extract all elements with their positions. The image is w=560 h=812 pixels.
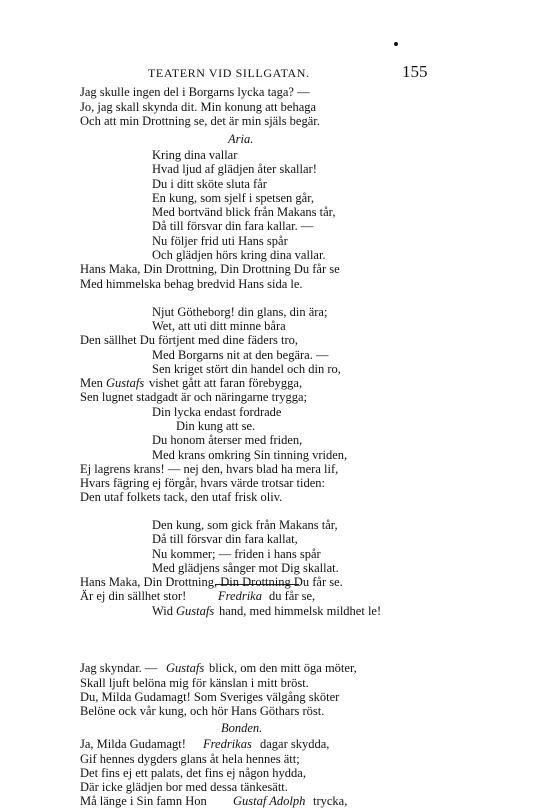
text-line-l44: Där icke glädjen bor med dessa tänkesätt. [80,780,288,794]
text-line-l7: Du i ditt sköte sluta får [152,177,267,191]
text-line-l13: Hans Maka, Din Drottning, Din Drottning Du får se [80,262,340,276]
text-line-l9: Med bortvänd blick från Makans tår, [152,205,336,219]
text-line-l17: Den sällhet Du förtjent med dine fäders tro, [80,333,298,347]
text-line-l19: Sen kriget stört din handel och din ro, [152,362,341,376]
text-line-l1: Jag skulle ingen del i Borgarns lycka taga? — [80,85,310,99]
text-line-l4: Aria. [228,132,254,146]
text-line-l16: Wet, att uti ditt minne båra [152,319,286,333]
text-line-l28: Den utaf folkets tack, den utaf frisk oliv. [80,490,283,504]
text-line-l41b: Fredrikas [203,737,252,751]
text-line-l3: Och att min Drottning se, det är min själs begär. [80,114,320,128]
text-line-l5: Kring dina vallar [152,148,238,162]
text-line-l29: Den kung, som gick från Makans tår, [152,518,338,532]
text-line-l36a: Jag skyndar. — [80,661,158,675]
text-line-l24: Du honom återser med friden, [152,433,303,447]
text-line-l37: Skall ljuft belöna mig för känslan i mitt bröst. [80,676,309,690]
running-header: TEATERN VID SILLGATAN. [148,66,310,80]
text-line-l12: Och glädjen hörs kring dina vallar. [152,248,326,262]
text-line-l42: Gif hennes dygders glans åt hela hennes ätt; [80,752,300,766]
text-line-l36c: blick, om den mitt öga möter, [209,661,357,675]
text-line-l35c: hand, med himmelsk mildhet le! [219,604,382,618]
text-line-l15: Njut Götheborg! din glans, din ära; [152,305,328,319]
ink-dot [394,42,398,46]
text-line-l45b: Gustaf Adolph [233,794,306,808]
text-line-l32: Med glädjens sånger mot Dig skallat. [152,561,339,575]
text-line-l10: Då till försvar din fara kallar. — [152,219,314,233]
text-line-l38: Du, Milda Gudamagt! Som Sveriges välgång sköter [80,690,340,704]
text-line-l39: Belöne ock vår kung, och hör Hans Göthars röst. [80,704,325,718]
text-line-l26: Ej lagrens krans! — nej den, hvars blad ha mera lif, [80,462,339,476]
text-line-l18: Med Borgarns nit at den begära. — [152,348,329,362]
text-line-l20a: Men [80,376,103,390]
text-line-l34b: Fredrika [218,589,262,603]
text-line-l33: Hans Maka, Din Drottning, Din Drottning Du får se. [80,575,343,589]
text-line-l43: Det fins ej ett palats, det fins ej någon hydda, [80,766,306,780]
text-line-l14: Med himmelska behag bredvid Hans sida le. [80,277,303,291]
text-line-l27: Hvars fägring ej förgår, hvars värde trotsar tiden: [80,476,326,490]
text-line-l31: Nu kommer; — friden i hans spår [152,547,321,561]
text-line-l35a: Wid [152,604,174,618]
text-line-l21: Sen lugnet stadgadt är och näringarne trygga; [80,390,308,404]
text-line-l36b: Gustafs [166,661,205,675]
text-line-l34a: Är ej din sällhet stor! [80,589,187,603]
text-line-l34c: du får se, [269,589,316,603]
text-line-l22: Din lycka endast fordrade [152,405,282,419]
text-line-l11: Nu följer frid uti Hans spår [152,234,288,248]
page-number: 155 [402,62,428,81]
text-line-l45a: Må länge i Sin famn Hon [80,794,207,808]
text-line-l35b: Gustafs [176,604,215,618]
text-line-l6: Hvad ljud af glädjen åter skallar! [152,162,317,176]
text-line-l30: Då till försvar din fara kallat, [152,532,298,546]
text-line-l8: En kung, som sjelf i spetsen går, [152,191,314,205]
text-line-l40: Bonden. [221,721,263,735]
text-line-l2: Jo, jag skall skynda dit. Min konung att behaga [80,100,317,114]
text-line-l20b: Gustafs [106,376,145,390]
text-line-l23: Din kung att se. [176,419,256,433]
text-line-l20c: vishet gått att faran förebygga, [149,376,303,390]
text-line-l41a: Ja, Milda Gudamagt! [80,737,186,751]
text-line-l45c: trycka, [313,794,348,808]
text-line-l41c: dagar skydda, [260,737,330,751]
text-line-l25: Med krans omkring Sin tinning vriden, [152,448,348,462]
